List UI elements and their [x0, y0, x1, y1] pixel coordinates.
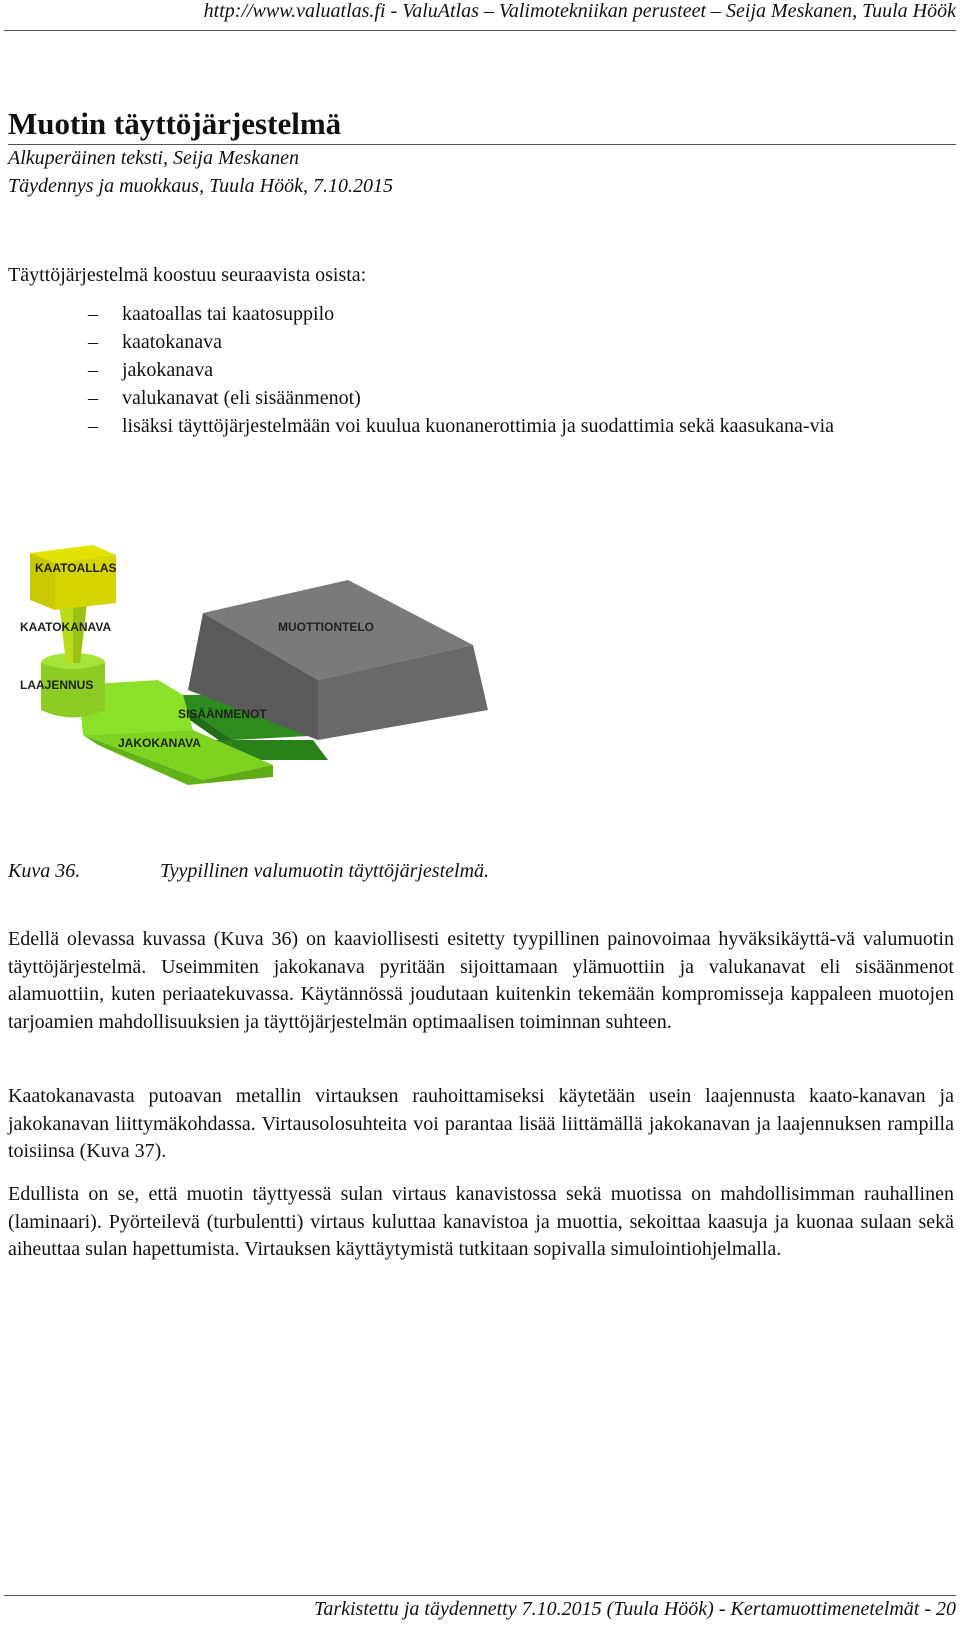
label-kaatoallas: KAATOALLAS — [35, 561, 117, 575]
gating-system-diagram — [8, 545, 508, 820]
paragraph-2: Kaatokanavasta putoavan metallin virtauksen rauhoittamiseksi käytetään usein laajennusta kaato-kanavan ja jakokanavan liittymäkohdassa. Virtausolosuhteita voi parantaa lisää liittämällä jakokanavan ja laajennuksen rampilla toisiinsa (Kuva 37). — [8, 1085, 954, 1162]
figure-caption — [8, 860, 489, 883]
intro-text: Täyttöjärjestelmä koostuu seuraavista osista: — [8, 264, 367, 286]
paragraph-1: Edellä olevassa kuvassa (Kuva 36) on kaaviollisesti esitetty tyypillinen painovoimaa hyväksikäyttä-vä valumuotin täyttöjärjestelmä. Useimmiten jakokanava pyritään sijoittamaan ylämuottiin ja valukanavat eli sisäänmenot alamuottiin, kuten periaatekuvassa. Käytännössä joudutaan kuitenkin tekemään kompromisseja kappaleen muotojen tarjoamien mahdollisuuksien ja täyttöjärjestelmän optimaalisen toiminnan suhteen. — [8, 928, 954, 1033]
author-line: Alkuperäinen teksti, Seija Meskanen — [8, 147, 300, 169]
list-item: – valukanavat (eli sisäänmenot) — [88, 387, 361, 409]
list-item: – kaatokanava — [88, 331, 222, 353]
list-item: – lisäksi täyttöjärjestelmään voi kuulua kuonanerottimia ja suodattimia sekä kaasukana-via — [88, 415, 835, 437]
label-kaatokanava: KAATOKANAVA — [20, 620, 112, 634]
label-sisaanmenot: SISÄÄNMENOT — [178, 707, 267, 721]
label-jakokanava: JAKOKANAVA — [118, 736, 201, 750]
caption-number: Kuva 36. — [8, 860, 81, 882]
edit-line: Täydennys ja muokkaus, Tuula Höök, 7.10.2015 — [8, 175, 393, 197]
parts-list — [8, 300, 908, 440]
label-laajennus: LAAJENNUS — [20, 678, 94, 692]
caption-text: Tyypillinen valumuotin täyttöjärjestelmä. — [160, 860, 490, 882]
gating-system-figure — [8, 545, 508, 820]
label-muottiontelo: MUOTTIONTELO — [278, 620, 374, 634]
paragraph-3: Edullista on se, että muotin täyttyessä sulan virtaus kanavistossa sekä muotissa on mahdollisimman rauhallinen (laminaari). Pyörteilevä (turbulentti) virtaus kuluttaa kanavistoa ja muottia, sekoittaa kaasuja ja kuonaa sulaan sekä aiheuttaa sulan hapettumista. Virtauksen käyttäytymistä tutkitaan sopivalla simulointiohjelmalla. — [8, 1183, 954, 1260]
page-title: Muotin täyttöjärjestelmä — [8, 104, 956, 145]
header-text: http://www.valuatlas.fi - ValuAtlas – Valimotekniikan perusteet – Seija Meskanen, Tuula Höök — [203, 0, 956, 22]
list-item: – jakokanava — [88, 359, 214, 381]
page-header — [4, 0, 956, 31]
list-item: – kaatoallas tai kaatosuppilo — [88, 303, 335, 325]
page-footer — [4, 1595, 956, 1620]
footer-text: Tarkistettu ja täydennetty 7.10.2015 (Tuula Höök) - Kertamuottimenetelmät - 20 — [314, 1598, 956, 1620]
pouring-basin-shape — [30, 545, 116, 610]
